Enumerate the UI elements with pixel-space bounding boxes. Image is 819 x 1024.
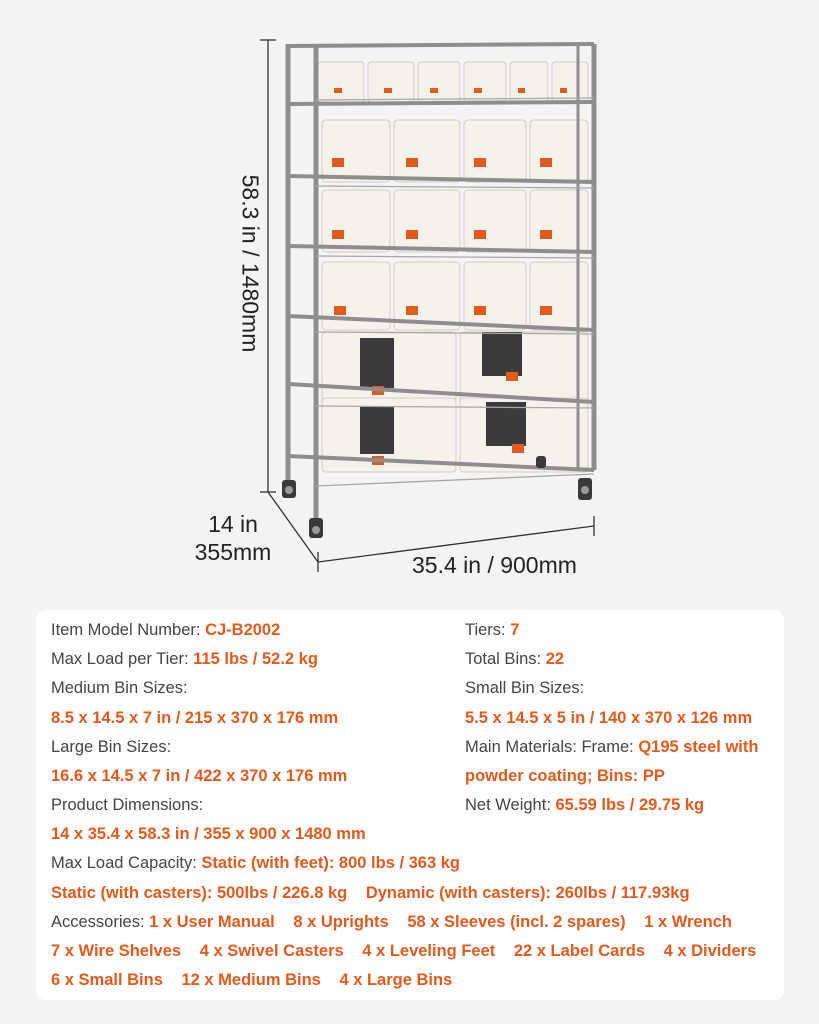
depth-inches: 14 in <box>208 511 258 537</box>
spec-medium-bin-value: 8.5 x 14.5 x 7 in / 215 x 370 x 176 mm <box>51 709 339 727</box>
spec-product-dim-label: Product Dimensions: <box>51 796 204 814</box>
accessory-item: 58 x Sleeves (incl. 2 spares) <box>407 913 626 931</box>
spec-max-capacity: Max Load Capacity: Static (with feet): 800 lbs / 363 kg <box>51 854 460 872</box>
spec-materials-cont: powder coating; Bins: PP <box>465 767 665 785</box>
accessory-item: 22 x Label Cards <box>513 942 646 960</box>
spec-large-bin-value: 16.6 x 14.5 x 7 in / 422 x 370 x 176 mm <box>51 767 348 785</box>
spec-small-bin-value: 5.5 x 14.5 x 5 in / 140 x 370 x 126 mm <box>465 709 753 727</box>
specifications-panel <box>36 610 784 1000</box>
accessory-item: 4 x Dividers <box>663 942 757 960</box>
storage-bins <box>318 62 588 472</box>
spec-max-load-tier: Max Load per Tier: 115 lbs / 52.2 kg <box>51 650 318 668</box>
accessory-item: 12 x Medium Bins <box>181 971 321 989</box>
spec-medium-bin-label: Medium Bin Sizes: <box>51 679 188 697</box>
spec-total-bins: Total Bins: 22 <box>465 650 565 668</box>
spec-large-bin-label: Large Bin Sizes: <box>51 738 172 756</box>
accessory-item: 4 x Large Bins <box>339 971 453 989</box>
spec-caster-capacity: Static (with casters): 500lbs / 226.8 kg Dynamic (with casters): 260lbs / 117.93kg <box>51 884 690 902</box>
spec-product-dim-value: 14 x 35.4 x 58.3 in / 355 x 900 x 1480 mm <box>51 825 366 843</box>
accessory-item: 4 x Swivel Casters <box>199 942 344 960</box>
depth-dimension-label <box>192 510 274 566</box>
spec-accessories-row-2 <box>51 941 756 961</box>
accessory-item: 1 x Wrench <box>644 913 732 931</box>
spec-model: Item Model Number: CJ-B2002 <box>51 621 281 639</box>
spec-tiers: Tiers: 7 <box>465 621 520 639</box>
spec-net-weight: Net Weight: 65.59 lbs / 29.75 kg <box>465 796 705 814</box>
width-dimension-label: 35.4 in / 900mm <box>412 552 577 578</box>
accessory-item: 7 x Wire Shelves <box>51 942 182 960</box>
accessory-item: 8 x Uprights <box>293 913 389 931</box>
spec-materials: Main Materials: Frame: Q195 steel with <box>465 738 759 756</box>
depth-mm: 355mm <box>194 539 272 565</box>
height-dimension-label: 58.3 in / 1480mm <box>237 174 264 353</box>
spec-accessories-row-3 <box>51 970 452 990</box>
spec-small-bin-label: Small Bin Sizes: <box>465 679 585 697</box>
spec-accessories-row-1: Accessories: 1 x User Manual 8 x Uprights 58 x Sleeves (incl. 2 spares) 1 x Wrench <box>51 913 732 931</box>
accessory-item: 4 x Leveling Feet <box>362 942 496 960</box>
accessory-item: 6 x Small Bins <box>51 971 163 989</box>
accessory-item: 1 x User Manual <box>149 913 275 931</box>
